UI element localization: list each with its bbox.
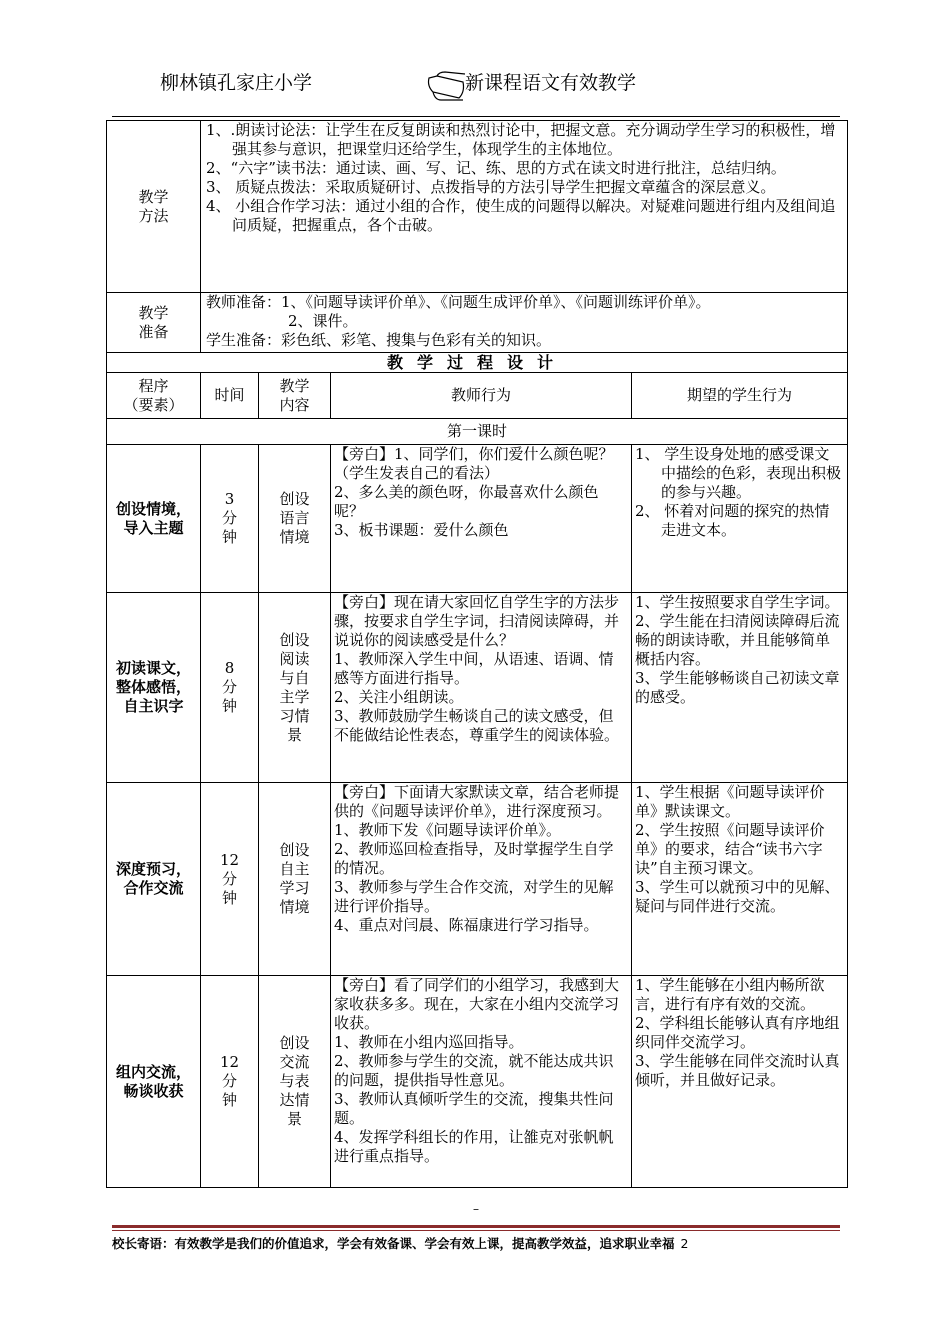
row-content	[259, 783, 331, 976]
col-step	[107, 373, 201, 419]
teacher-line: 【旁白】1、同学们，你们爱什么颜色呢？（学生发表自己的看法）	[334, 445, 614, 482]
prep-row	[107, 293, 848, 353]
row-time-text: 12 分 钟	[219, 1053, 240, 1109]
student-line: 2、 怀着对问题的探究的热情走进文本。	[635, 502, 830, 539]
table-row	[107, 976, 848, 1188]
row-content	[259, 976, 331, 1188]
row-time	[201, 976, 259, 1188]
methods-content	[201, 121, 848, 293]
teacher-line: 2、关注小组朗读。	[334, 688, 464, 706]
lesson-row	[107, 419, 848, 445]
student-line: 3、学生可以就预习中的见解、疑问与同伴进行交流。	[635, 878, 840, 915]
row-student	[632, 445, 848, 593]
row-time	[201, 445, 259, 593]
student-line: 1、学生按照要求自学生字词。	[635, 593, 840, 611]
table-row	[107, 593, 848, 783]
teacher-line: 2、教师参与学生的交流，就不能达成共识的问题，提供指导性意见。	[334, 1052, 614, 1089]
school-name: 柳林镇孔家庄小学	[160, 72, 313, 94]
teacher-line: 4、发挥学科组长的作用，让雒克对张帆帆进行重点指导。	[334, 1128, 614, 1165]
row-time-text: 12 分 钟	[219, 850, 240, 907]
row-teacher	[331, 783, 632, 976]
row-student	[632, 593, 848, 783]
student-line: 2、学生按照《问题导读评价单》的要求，结合“读书六字诀”自主预习课文。	[635, 821, 825, 877]
row-content-text: 创设 交流 与表 达情 景	[279, 1034, 310, 1128]
prep-label	[107, 293, 201, 353]
student-line: 1、学生根据《问题导读评价单》默读课文。	[635, 783, 825, 820]
row-teacher	[331, 593, 632, 783]
column-header-row	[107, 373, 848, 419]
student-line: 1、 学生设身处地的感受课文中描绘的色彩，表现出积极的参与兴趣。	[635, 445, 842, 501]
lesson-plan-table	[106, 120, 848, 1188]
teacher-prep-1: 教师准备：1、《问题导读评价单》、《问题生成评价单》、《问题训练评价单》。	[206, 293, 711, 311]
col-content-text: 教学 内容	[279, 376, 310, 414]
method-item: 2、“六字”读书法：通过读、画、写、记、练、思的方式在读文时进行批注，总结归纳。	[206, 159, 786, 177]
row-student	[632, 783, 848, 976]
student-line: 3、学生能够在同伴交流时认真倾听，并且做好记录。	[635, 1052, 840, 1089]
row-time	[201, 593, 259, 783]
row-time-text: 3 分 钟	[221, 490, 237, 546]
row-content	[259, 445, 331, 593]
col-student: 期望的学生行为	[632, 373, 848, 419]
row-step: 初读课文，整体感悟，自主识字	[107, 593, 201, 783]
col-time: 时间	[201, 373, 259, 419]
header-rule	[112, 116, 840, 117]
row-content-text: 创设 自主 学习 情境	[279, 841, 310, 916]
methods-row	[107, 121, 848, 293]
footer-rule-thick	[112, 1225, 840, 1228]
teacher-line: 3、教师鼓励学生畅谈自己的读文感受，但不能做结论性表态，尊重学生的阅读体验。	[334, 707, 620, 744]
teacher-line: 【旁白】现在请大家回忆自学生字的方法步骤，按要求自学生字词，扫清阅读障碍，并说说你的阅读感受是什么？	[334, 593, 620, 649]
teacher-line: 1、教师下发《问题导读评价单》。	[334, 821, 562, 839]
footer-rule-thin	[112, 1230, 840, 1231]
student-prep: 学生准备：彩色纸、彩笔、搜集与色彩有关的知识。	[206, 331, 552, 349]
teacher-line: 3、教师参与学生合作交流，对学生的见解进行评价指导。	[334, 878, 614, 915]
page-dash: –	[473, 1202, 479, 1216]
teacher-line: 【旁白】下面请大家默读文章，结合老师提供的《问题导读评价单》，进行深度预习。	[334, 783, 620, 820]
method-item: 3、 质疑点拨法：采取质疑研讨、点拨指导的方法引导学生把握文章蕴含的深层意义。	[206, 178, 776, 196]
row-step: 深度预习，合作交流	[107, 783, 201, 976]
method-item: 1、.朗读讨论法：让学生在反复朗读和热烈讨论中，把握文意。充分调动学生学习的积极性，增强其参与意识，把课堂归还给学生，体现学生的主体地位。	[206, 121, 836, 158]
method-item: 4、 小组合作学习法：通过小组的合作，使生成的问题得以解决。对疑难问题进行组内及组间追问质疑，把握重点，各个击破。	[206, 197, 836, 234]
row-time	[201, 783, 259, 976]
row-content-text: 创设 语言 情境	[279, 490, 310, 546]
teacher-line: 2、多么美的颜色呀，你最喜欢什么颜色呢？	[334, 483, 599, 520]
teacher-line: 1、教师深入学生中间，从语速、语调、情感等方面进行指导。	[334, 650, 614, 687]
table-row	[107, 783, 848, 976]
col-content	[259, 373, 331, 419]
teacher-line: 3、教师认真倾听学生的交流，搜集共性问题。	[334, 1090, 614, 1127]
prep-label-text: 教学 准备	[138, 303, 169, 341]
header-title: 新课程语文有效教学	[465, 72, 637, 94]
row-step: 创设情境，导入主题	[107, 445, 201, 593]
row-student	[632, 976, 848, 1188]
section-title: 教学过程设计	[107, 353, 848, 373]
student-line: 3、学生能够畅谈自己初读文章的感受。	[635, 669, 840, 706]
methods-label-text: 教学 方法	[138, 187, 169, 225]
lesson-label: 第一课时	[107, 419, 848, 445]
student-line: 2、学生能在扫清阅读障碍后流畅的朗读诗歌，并且能够简单概括内容。	[635, 612, 840, 668]
teacher-line: 3、板书课题：爱什么颜色	[334, 521, 509, 539]
footer	[112, 1234, 688, 1252]
prep-content	[201, 293, 848, 353]
teacher-line: 4、重点对闫晨、陈福康进行学习指导。	[334, 916, 599, 934]
col-teacher: 教师行为	[331, 373, 632, 419]
methods-label	[107, 121, 201, 293]
student-line: 1、学生能够在小组内畅所欲言，进行有序有效的交流。	[635, 976, 825, 1013]
row-step: 组内交流，畅谈收获	[107, 976, 201, 1188]
row-content-text: 创设 阅读 与自 主学 习情 景	[279, 630, 310, 744]
row-time-text: 8 分 钟	[221, 659, 237, 715]
col-step-text: 程序 （要素）	[123, 376, 184, 414]
scroll-icon	[425, 70, 467, 104]
page-number: 2	[680, 1236, 689, 1251]
row-content	[259, 593, 331, 783]
teacher-line: 2、教师巡回检查指导，及时掌握学生自学的情况。	[334, 840, 614, 877]
teacher-line: 【旁白】看了同学们的小组学习，我感到大家收获多多。现在，大家在小组内交流学习收获。	[334, 976, 620, 1032]
teacher-line: 1、教师在小组内巡回指导。	[334, 1033, 524, 1051]
teacher-prep-2: 2、课件。	[288, 312, 358, 330]
section-title-row	[107, 353, 848, 373]
table-row	[107, 445, 848, 593]
footer-motto: 校长寄语：有效教学是我们的价值追求，学会有效备课、学会有效上课，提高教学效益，追求职业幸福	[112, 1236, 675, 1251]
row-teacher	[331, 445, 632, 593]
row-teacher	[331, 976, 632, 1188]
student-line: 2、学科组长能够认真有序地组织同伴交流学习。	[635, 1014, 840, 1051]
